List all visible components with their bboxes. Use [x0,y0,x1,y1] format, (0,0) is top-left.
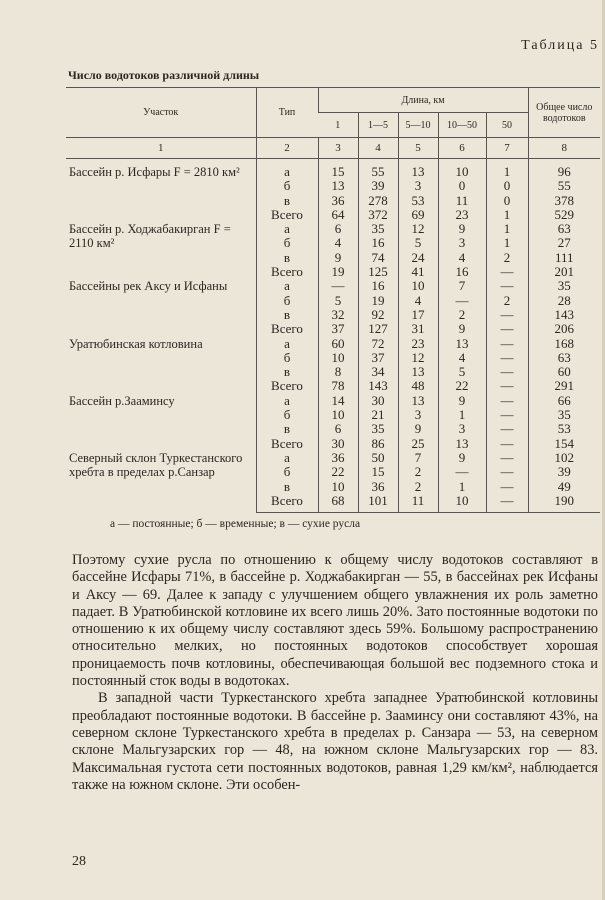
header-length-col: 1 [318,113,358,138]
table-row [66,159,600,180]
column-number: 1 [66,138,256,159]
count-cell: 36 [318,194,358,208]
total-cell: 154 [528,437,600,451]
row-type: в [256,251,318,265]
count-cell: 0 [486,179,528,193]
header-length-col: 50 [486,113,528,138]
count-cell: — [486,337,528,351]
count-cell: — [486,465,528,479]
total-cell: 28 [528,294,600,308]
count-cell: 8 [318,365,358,379]
count-cell: 125 [358,265,398,279]
count-cell: 3 [438,236,486,250]
row-type: в [256,308,318,322]
count-cell: 78 [318,379,358,393]
total-cell: 102 [528,451,600,465]
column-number: 2 [256,138,318,159]
row-type: б [256,408,318,422]
column-number: 4 [358,138,398,159]
count-cell: 35 [358,222,398,236]
count-cell: 24 [398,251,438,265]
count-cell: 10 [318,480,358,494]
total-cell: 291 [528,379,600,393]
site-name: Бассейн р. Исфары F = 2810 км² [69,165,240,179]
count-cell: 39 [358,179,398,193]
site-name: Северный склон Туркестанского хребта в пределах р.Санзар [69,450,243,480]
count-cell: 127 [358,322,398,336]
count-cell: 22 [438,379,486,393]
count-cell: 5 [438,365,486,379]
count-cell: — [486,422,528,436]
site-name: Бассейны рек Аксу и Исфаны [69,279,228,294]
row-type: б [256,179,318,193]
count-cell: 11 [398,494,438,513]
table-row [66,451,600,465]
count-cell: 23 [398,337,438,351]
count-cell: 30 [358,394,398,408]
count-cell: 15 [318,159,358,180]
row-type: а [256,159,318,180]
row-type: в [256,365,318,379]
count-cell: — [486,365,528,379]
count-cell: 41 [398,265,438,279]
count-cell: 13 [318,179,358,193]
count-cell: 16 [358,279,398,293]
count-cell: — [486,451,528,465]
row-type: в [256,480,318,494]
count-cell: 6 [318,222,358,236]
count-cell: 2 [398,465,438,479]
count-cell: 0 [438,179,486,193]
count-cell: — [438,294,486,308]
header-length-col: 5—10 [398,113,438,138]
count-cell: — [486,308,528,322]
table-row [66,337,600,351]
count-cell: 50 [358,451,398,465]
total-cell: 39 [528,465,600,479]
total-cell: 63 [528,351,600,365]
count-cell: — [486,322,528,336]
count-cell: 2 [398,480,438,494]
count-cell: 34 [358,365,398,379]
total-cell: 143 [528,308,600,322]
total-cell: 529 [528,208,600,222]
watercourse-table [66,87,600,513]
total-cell: 111 [528,251,600,265]
row-type: Всего [256,494,318,513]
row-type: Всего [256,379,318,393]
count-cell: 55 [358,159,398,180]
count-cell: 2 [486,251,528,265]
row-type: а [256,279,318,293]
count-cell: 3 [398,179,438,193]
count-cell: 25 [398,437,438,451]
count-cell: 13 [398,394,438,408]
count-cell: 5 [318,294,358,308]
total-cell: 53 [528,422,600,436]
row-type: а [256,222,318,236]
count-cell: 13 [438,337,486,351]
count-cell: 53 [398,194,438,208]
count-cell: 72 [358,337,398,351]
row-type: в [256,422,318,436]
count-cell: 35 [358,422,398,436]
header-type: Тип [256,88,318,138]
count-cell: 7 [398,451,438,465]
count-cell: 15 [358,465,398,479]
row-type: а [256,451,318,465]
count-cell: 21 [358,408,398,422]
header-total: Общее число водотоков [528,88,600,138]
count-cell: 2 [486,294,528,308]
count-cell: 3 [398,408,438,422]
count-cell: 12 [398,351,438,365]
count-cell: 6 [318,422,358,436]
count-cell: 9 [398,422,438,436]
total-cell: 49 [528,480,600,494]
count-cell: 9 [438,222,486,236]
total-cell: 378 [528,194,600,208]
row-type: а [256,337,318,351]
row-type: Всего [256,437,318,451]
count-cell: 10 [318,351,358,365]
row-type: Всего [256,208,318,222]
table-body [66,159,600,513]
count-cell: 68 [318,494,358,513]
total-cell: 35 [528,279,600,293]
count-cell: 1 [438,480,486,494]
row-type: б [256,236,318,250]
total-cell: 60 [528,365,600,379]
count-cell: 9 [438,451,486,465]
row-type: б [256,465,318,479]
count-cell: 13 [438,437,486,451]
count-cell: 36 [318,451,358,465]
count-cell: 143 [358,379,398,393]
count-cell: 64 [318,208,358,222]
column-number: 7 [486,138,528,159]
count-cell: — [486,494,528,513]
site-name: Бассейн р.Зааминсу [69,393,175,408]
count-cell: 278 [358,194,398,208]
count-cell: 10 [318,408,358,422]
table-row [66,279,600,293]
count-cell: 9 [438,394,486,408]
count-cell: 372 [358,208,398,222]
table-caption: Число водотоков различной длины [68,68,260,82]
total-cell: 63 [528,222,600,236]
table-legend: а — постоянные; б — временные; в — сухие русла [110,518,361,530]
count-cell: 1 [438,408,486,422]
count-cell: 13 [398,159,438,180]
count-cell: 22 [318,465,358,479]
paragraph: В западной части Туркестанского хребта западнее Уратюбинской котловины преобладают постоянные водотоки. В бассейне р. Зааминсу они составляют 43%, на северном склоне Туркестанского хребта в пределах р. Санзара — 53, на северном склоне Мальгузарских гор — 48, на южном склоне Мальгузарских гор — 83. Максимальная густота сети постоянных водотоков, равная 1,29 км/км², наблюдается также на южном склоне. Эти особен- [72,690,598,793]
body-text [72,552,598,794]
count-cell: 5 [398,236,438,250]
total-cell: 66 [528,394,600,408]
count-cell: 4 [398,294,438,308]
paragraph: Поэтому сухие русла по отношению к общему числу водотоков составляют в бассейне Исфары 71%, в бассейне р. Ходжабакирган — 55, в бассейнах рек Исфаны и Аксу — 69. Далее к западу с улучшением общего увлажнения их роль заметно падает. В Уратюбинской котловине их всего лишь 20%. Зато постоянные водотоки по отношению к их общему числу составляют здесь 59%. Большому распространению относительно мелких, но постоянных водотоков способствует хорошая проницаемость почв котловины, обеспечивающая большой вес подземного стока и постоянный сток воды в водотоках. [72,552,598,690]
count-cell: 60 [318,337,358,351]
total-cell: 168 [528,337,600,351]
count-cell: 2 [438,308,486,322]
count-cell: 1 [486,236,528,250]
row-type: а [256,394,318,408]
count-cell: 1 [486,159,528,180]
count-cell: — [486,394,528,408]
count-cell: 37 [318,322,358,336]
count-cell: 36 [358,480,398,494]
site-name: Бассейн р. Ходжабакирган F = 2110 км² [69,222,231,251]
total-cell: 201 [528,265,600,279]
row-type: Всего [256,322,318,336]
count-cell: 32 [318,308,358,322]
header-length-col: 1—5 [358,113,398,138]
count-cell: 1 [486,208,528,222]
total-cell: 27 [528,236,600,250]
total-cell: 35 [528,408,600,422]
table-row [66,222,600,236]
count-cell: 13 [398,365,438,379]
total-cell: 190 [528,494,600,513]
count-cell: 12 [398,222,438,236]
count-cell: — [486,279,528,293]
header-length: Длина, км [318,88,528,113]
count-cell: — [486,437,528,451]
total-cell: 55 [528,179,600,193]
count-cell: 10 [398,279,438,293]
count-cell: 10 [438,159,486,180]
row-type: Всего [256,265,318,279]
count-cell: 16 [358,236,398,250]
count-cell: — [486,351,528,365]
count-cell: — [438,465,486,479]
count-cell: 17 [398,308,438,322]
count-cell: 9 [318,251,358,265]
count-cell: — [486,480,528,494]
table-row [66,394,600,408]
count-cell: 86 [358,437,398,451]
count-cell: 14 [318,394,358,408]
count-cell: 7 [438,279,486,293]
header-length-col: 10—50 [438,113,486,138]
count-cell: 11 [438,194,486,208]
count-cell: 9 [438,322,486,336]
column-number: 8 [528,138,600,159]
count-cell: 0 [486,194,528,208]
count-cell: 19 [358,294,398,308]
count-cell: 1 [486,222,528,236]
total-cell: 206 [528,322,600,336]
row-type: б [256,294,318,308]
count-cell: 37 [358,351,398,365]
count-cell: — [486,408,528,422]
count-cell: 4 [438,351,486,365]
column-number: 5 [398,138,438,159]
count-cell: — [486,265,528,279]
count-cell: 3 [438,422,486,436]
count-cell: 16 [438,265,486,279]
count-cell: 31 [398,322,438,336]
total-cell: 96 [528,159,600,180]
page-number: 28 [72,854,86,869]
count-cell: 4 [438,251,486,265]
row-type: б [256,351,318,365]
count-cell: 69 [398,208,438,222]
header-site: Участок [66,88,256,138]
count-cell: — [318,279,358,293]
count-cell: 23 [438,208,486,222]
row-type: в [256,194,318,208]
table-label: Таблица 5 [521,38,599,53]
count-cell: 10 [438,494,486,513]
count-cell: — [486,379,528,393]
column-number: 6 [438,138,486,159]
column-number: 3 [318,138,358,159]
count-cell: 92 [358,308,398,322]
count-cell: 48 [398,379,438,393]
site-name: Уратюбинская котловина [69,336,203,351]
count-cell: 4 [318,236,358,250]
count-cell: 74 [358,251,398,265]
count-cell: 101 [358,494,398,513]
count-cell: 30 [318,437,358,451]
count-cell: 19 [318,265,358,279]
